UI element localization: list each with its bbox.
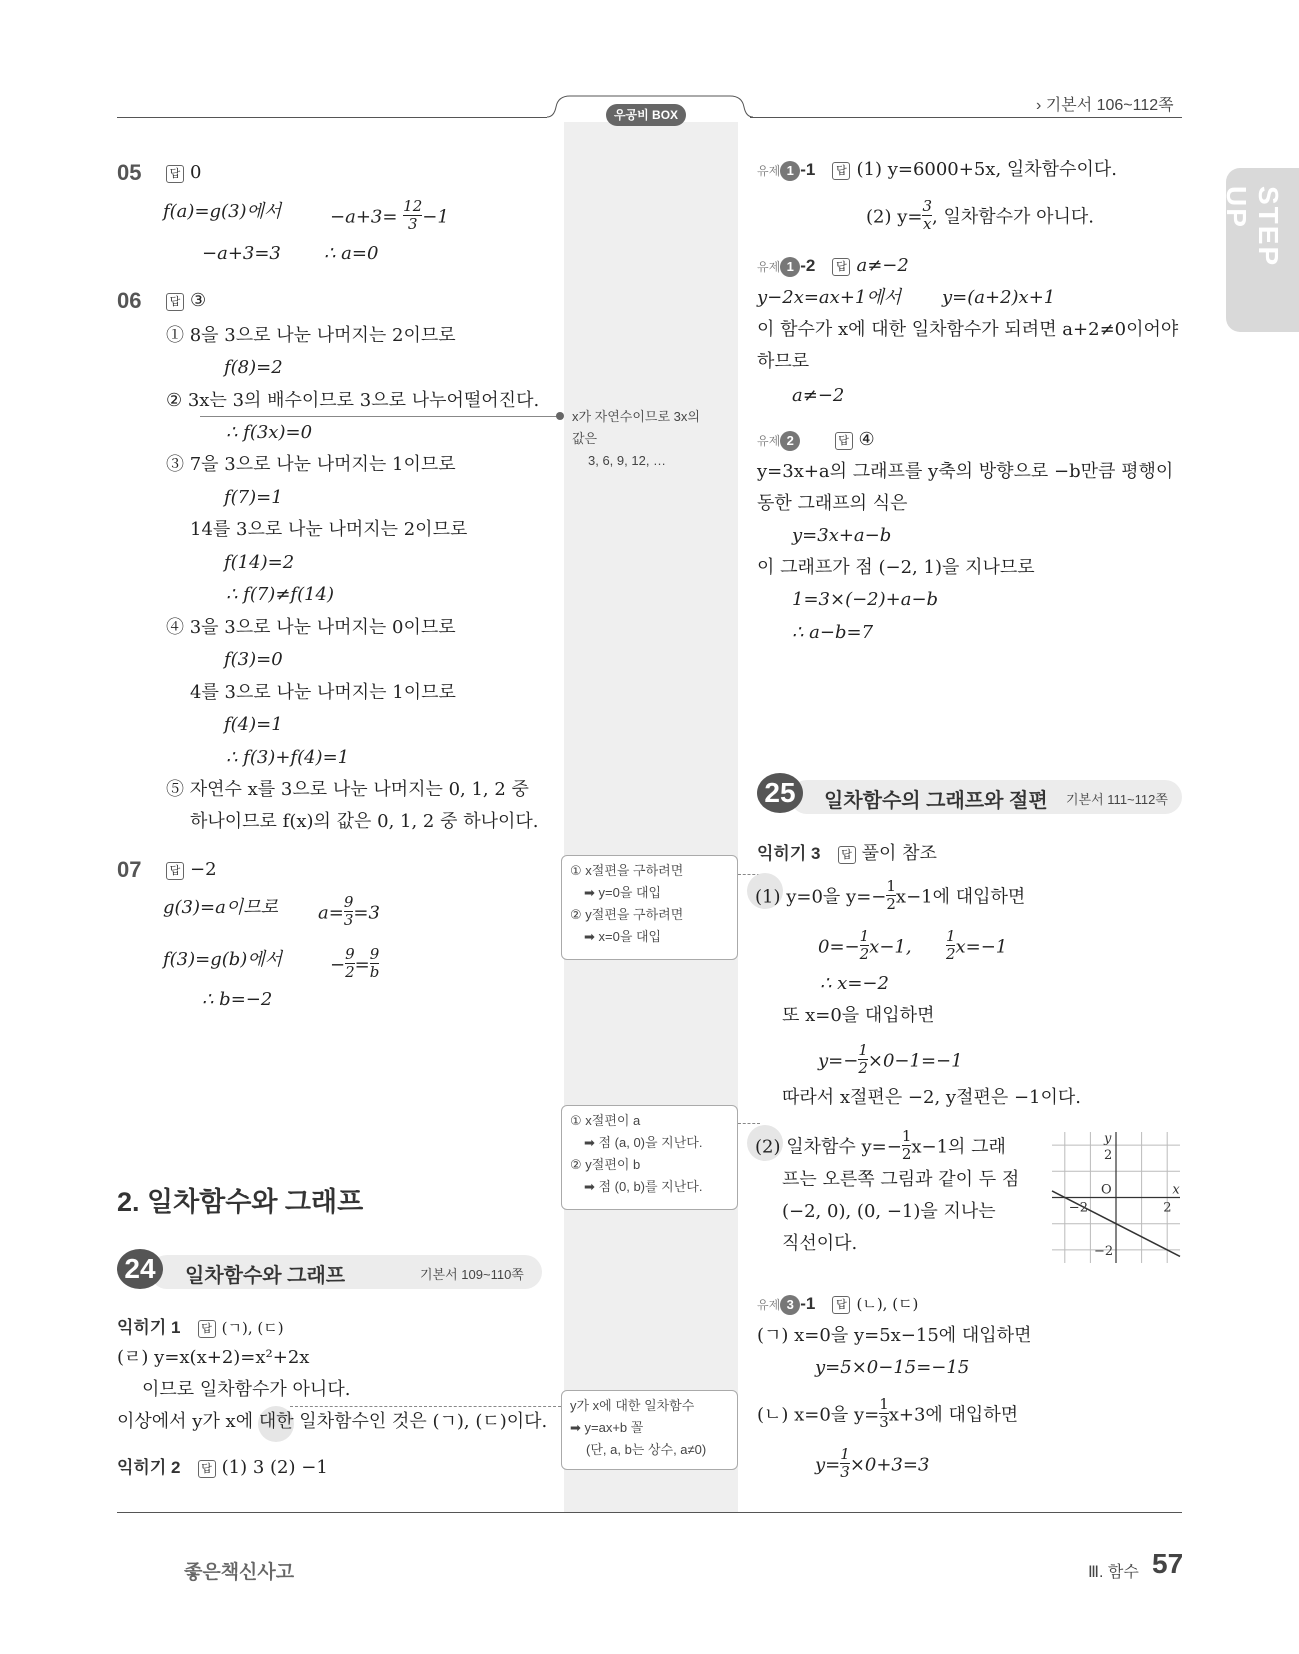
p06-line: ② 3x는 3의 배수이므로 3으로 나누어떨어진다. <box>166 390 540 411</box>
page-number: 57 <box>1152 1548 1184 1579</box>
p06-line: ③ 7을 3으로 나눈 나머지는 1이므로 <box>166 454 456 475</box>
p07-eq1: a= $\frac{9}{3}$ =3 <box>318 893 380 929</box>
y31-l4: y= $\frac{1}{3}$ ×0+3=3 <box>815 1445 930 1481</box>
section-24-badge: 24 <box>117 1249 163 1289</box>
p06-line: 4를 3으로 나눈 나머지는 1이므로 <box>190 682 456 703</box>
section-25-title: 일차함수의 그래프와 절편 <box>824 790 1048 812</box>
p06-line: f(14)=2 <box>224 552 295 573</box>
y12-line: 이 함수가 x에 대한 일차함수가 되려면 a+2≠0이어야 <box>757 319 1179 340</box>
p06-line: ① 8을 3으로 나눈 나머지는 2이므로 <box>166 325 456 346</box>
y-tick-label: 2 <box>1104 1148 1113 1164</box>
answer-icon: 답 <box>832 1296 850 1314</box>
reference-pages: › 기본서 106~112쪽 <box>1036 97 1174 114</box>
y12-line: a≠−2 <box>792 385 845 406</box>
answer-icon: 답 <box>838 846 856 864</box>
y31-line: y=5×0−15=−15 <box>815 1357 970 1378</box>
ik3-p5: y=− $\frac{1}{2}$ ×0−1=−1 <box>818 1041 963 1077</box>
y12-line: 하므로 <box>757 351 810 372</box>
p05-line2b: ∴ a=0 <box>324 243 379 264</box>
answer-icon: 답 <box>166 293 184 311</box>
p06-line: f(8)=2 <box>224 357 283 378</box>
y2-line: 동한 그래프의 식은 <box>757 493 908 514</box>
note-1: x가 자연수이므로 3x의 값은 3, 6, 9, 12, … <box>572 409 700 468</box>
connector-line <box>200 416 560 417</box>
answer-icon: 답 <box>166 165 184 183</box>
p06-line: f(7)=1 <box>224 487 283 508</box>
x-tick-label: −2 <box>1068 1200 1088 1216</box>
note-3: ① x절편이 a ➡ 점 (a, 0)을 지난다. ② y절편이 b ➡ 점 (0, b)를 지난다. <box>561 1105 738 1210</box>
p07-eq2: − $\frac{9}{2}$ = $\frac{9}{b}$ <box>330 945 380 981</box>
note-4: y가 x에 대한 일차함수 ➡ y=ax+b 꼴 (단, a, b는 상수, a≠0) <box>561 1390 738 1470</box>
ik3-p1: (1) y=0을 y=− $\frac{1}{2}$ x−1에 대입하면 <box>755 877 1026 913</box>
y12-line: y=(a+2)x+1 <box>942 287 1056 308</box>
ik3-line: 따라서 x절편은 −2, y절편은 −1이다. <box>782 1087 1081 1108</box>
ik1-line: (ㄹ) y=x(x+2)=x²+2x <box>117 1347 310 1368</box>
y2-line: y=3x+a의 그래프를 y축의 방향으로 −b만큼 평행이 <box>757 461 1174 482</box>
answer-icon: 답 <box>166 862 184 880</box>
section-24-title: 일차함수와 그래프 <box>185 1265 346 1287</box>
x-tick-label: 2 <box>1163 1200 1172 1216</box>
ik3-line: (−2, 0), (0, −1)을 지나는 <box>782 1201 996 1222</box>
ik3-q1: (2) 일차함수 y=− $\frac{1}{2}$ x−1의 그래 <box>755 1127 1006 1163</box>
footer-chapter: Ⅲ. 함수 <box>1088 1564 1139 1581</box>
problem-number-07: 07 <box>117 857 142 882</box>
y31-l3: (ㄴ) x=0을 y= $\frac{1}{3}$ x+3에 대입하면 <box>757 1395 1019 1431</box>
p07-line3: ∴ b=−2 <box>202 989 273 1010</box>
connector-dot <box>556 412 564 420</box>
ik3-p2: 0=− $\frac{1}{2}$ x−1, $\frac{1}{2}$ x=−1 <box>818 927 1008 963</box>
publisher-logo: 좋은책신사고 <box>184 1562 295 1583</box>
ik3-line: 직선이다. <box>782 1233 858 1254</box>
y31-header: 유제 3 -1 답 (ㄴ), (ㄷ) <box>757 1294 919 1313</box>
ik1-header: 익히기 1 답 (ㄱ), (ㄷ) <box>117 1318 284 1337</box>
p06-line: ∴ f(7)≠f(14) <box>226 584 335 605</box>
ik3-line: 프는 오른쪽 그림과 같이 두 점 <box>782 1169 1020 1190</box>
chapter-title: 2. 일차함수와 그래프 <box>117 1187 364 1217</box>
ik3-line: ∴ x=−2 <box>820 973 889 994</box>
answer-05: 답 0 <box>166 161 201 185</box>
p06-line: ④ 3을 3으로 나눈 나머지는 0이므로 <box>166 617 456 638</box>
y31-line: (ㄱ) x=0을 y=5x−15에 대입하면 <box>757 1325 1032 1346</box>
ik2-header: 익히기 2 답 (1) 3 (2) −1 <box>117 1457 328 1478</box>
p05-eq1: −a+3= $\frac{12}{3}$ −1 <box>330 197 449 233</box>
ik1-line: 이므로 일차함수가 아니다. <box>142 1379 351 1400</box>
linear-function-graph <box>1050 1130 1182 1265</box>
p06-line: f(4)=1 <box>224 714 283 735</box>
p06-line: 하나이므로 f(x)의 값은 0, 1, 2 중 하나이다. <box>190 811 539 832</box>
p05-line1: f(a)=g(3)에서 <box>163 201 282 222</box>
y2-line: 이 그래프가 점 (−2, 1)을 지나므로 <box>757 557 1035 578</box>
p06-line: ∴ f(3x)=0 <box>226 422 313 443</box>
section-25-badge: 25 <box>757 773 803 813</box>
section-24-ref: 기본서 109~110쪽 <box>420 1267 524 1282</box>
y2-line: ∴ a−b=7 <box>792 622 874 643</box>
ik3-header: 익히기 3 답 풀이 참조 <box>757 843 937 864</box>
y11-header: 유제 1 -1 답 (1) y=6000+5x, 일차함수이다. <box>757 159 1117 180</box>
answer-07: 답 −2 <box>166 858 217 882</box>
y-axis-label: y <box>1104 1131 1112 1147</box>
p06-line: ⑤ 자연수 x를 3으로 나눈 나머지는 0, 1, 2 중 <box>166 779 529 800</box>
chevron-right-icon: › <box>1036 97 1042 114</box>
y2-header: 유제 2 답 ④ <box>757 429 875 450</box>
problem-number-05: 05 <box>117 160 142 185</box>
box-label: 우공비 BOX <box>606 104 686 126</box>
answer-icon: 답 <box>198 1320 216 1338</box>
answer-06: 답 ③ <box>166 289 206 313</box>
answer-icon: 답 <box>198 1460 216 1478</box>
step-tab[interactable]: STEP UP <box>1226 168 1299 332</box>
y2-line: y=3x+a−b <box>792 525 892 546</box>
x-axis-label: x <box>1172 1182 1180 1198</box>
answer-icon: 답 <box>832 258 850 276</box>
p06-line: ∴ f(3)+f(4)=1 <box>226 747 350 768</box>
ik3-line: 또 x=0을 대입하면 <box>782 1005 935 1026</box>
p05-line2: −a+3=3 <box>202 243 281 264</box>
note-2: ① x절편을 구하려면 ➡ y=0을 대입 ② y절편을 구하려면 ➡ x=0을 대입 <box>561 855 738 960</box>
y12-header: 유제 1 -2 답 a≠−2 <box>757 255 909 276</box>
section-25-ref: 기본서 111~112쪽 <box>1066 792 1168 807</box>
p06-line: 14를 3으로 나눈 나머지는 2이므로 <box>190 519 468 540</box>
answer-icon: 답 <box>832 162 850 180</box>
answer-icon: 답 <box>835 432 853 450</box>
y2-line: 1=3×(−2)+a−b <box>792 589 939 610</box>
problem-number-06: 06 <box>117 288 142 313</box>
p07-line2: f(3)=g(b)에서 <box>163 949 283 970</box>
sidebar-column <box>564 122 738 1512</box>
y-tick-label: −2 <box>1094 1243 1114 1259</box>
p06-line: f(3)=0 <box>224 649 283 670</box>
y11-line2: (2) y= $\frac{3}{x}$ , 일차함수가 아니다. <box>866 197 1095 233</box>
p07-line1: g(3)=a이므로 <box>163 897 278 918</box>
ik1-line: 이상에서 y가 x에 대한 일차함수인 것은 (ㄱ), (ㄷ)이다. <box>117 1411 548 1432</box>
y12-line: y−2x=ax+1에서 <box>757 287 902 308</box>
origin-label: O <box>1101 1182 1112 1198</box>
connector-line <box>290 1406 561 1407</box>
connector-line <box>738 1123 760 1124</box>
